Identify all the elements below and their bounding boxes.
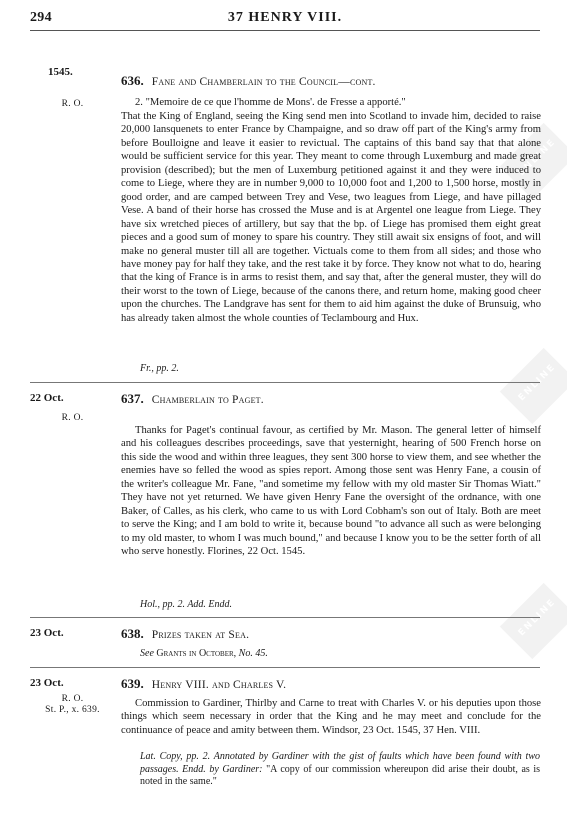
- entry-title: Chamberlain to Paget.: [151, 394, 264, 406]
- entry-date: 23 Oct.: [30, 677, 64, 689]
- entry-637-heading: [121, 392, 541, 407]
- entry-separator: [30, 382, 540, 383]
- entry-paragraph: Thanks for Paget's continual favour, as certified by Mr. Mason. The general letter of himself and his colleagues describes proceedings, save that yesternight, hearing of 500 French horse on this side the wood and within three leagues, they sent 300 horse to view them, and see whether the enemies have so felled the wood as spies report. Among those sent was Henry Fane, a cousin of the writer's colleague Mr. Fane, "and sometime my fellow with my old master Sir Thomas Wiatt." They have not yet returned. We have given Henry Fane the oversight of the ordnance, with one Baker, of Calles, as his clerk, who came to us with Lord Cobham's son out of Italy. Both are meet to serve the King; and I am bold to write it, because bound "to advance all such as were belonging to my old master, to whom I was much bound," and because I know you to be the setter forth of all who serve honestly. Florines, 22 Oct. 1545.: [121, 425, 541, 558]
- page-number: 294: [30, 10, 52, 25]
- entry-number: 637.: [121, 391, 144, 406]
- entry-number: 638.: [121, 626, 144, 641]
- entry-date: 23 Oct.: [30, 627, 64, 639]
- watermark-stamp: ENLINE: [500, 348, 567, 424]
- entry-note: Hol., pp. 2. Add. Endd.: [140, 599, 233, 610]
- cross-reference: See Grants in October, No. 45.: [140, 648, 268, 659]
- entry-note: Lat. Copy, pp. 2. Annotated by Gardiner with the gist of faults which have been found with two passages. Endd. by Gardiner: "A copy of our commission whereupon did arise their doubt, as is noted in the same.": [140, 751, 541, 787]
- watermark-stamp: ENLINE: [500, 583, 567, 659]
- entry-paragraph: 2. "Memoire de ce que l'homme de Mons'. de Fresse a apporté.": [135, 97, 406, 108]
- source-ref-secondary: St. P., x. 639.: [45, 705, 100, 715]
- entry-title: Henry VIII. and Charles V.: [151, 679, 287, 691]
- entry-638-heading: [121, 627, 541, 642]
- running-title: 37 HENRY VIII.: [227, 10, 343, 25]
- year-marker: 1545.: [48, 66, 73, 78]
- source-ref: R. O.: [61, 99, 84, 109]
- header-rule: [30, 30, 540, 31]
- watermark-stamp: ENLINE: [500, 123, 567, 199]
- entry-639-heading: [121, 677, 541, 692]
- entry-note: Fr., pp. 2.: [140, 363, 179, 374]
- entry-title: Fane and Chamberlain to the Council—cont.: [151, 76, 376, 88]
- entry-paragraph: Commission to Gardiner, Thirlby and Carne to treat with Charles V. or his deputies upon those things which seem necessary in order that the King and he may meet and conclude for the continuance of peace and amity between them. Windsor, 23 Oct. 1545, 37 Hen. VIII.: [121, 698, 541, 736]
- entry-636-heading: [121, 74, 541, 89]
- source-ref: R. O.: [61, 694, 84, 704]
- entry-date: 22 Oct.: [30, 392, 64, 404]
- entry-separator: [30, 617, 540, 618]
- entry-number: 636.: [121, 73, 144, 88]
- entry-separator: [30, 667, 540, 668]
- entry-title: Prizes taken at Sea.: [151, 629, 250, 641]
- source-ref: R. O.: [61, 413, 84, 423]
- running-head: [30, 10, 540, 28]
- entry-paragraph: That the King of England, seeing the King send men into Scotland to invade him, decided to raise 20,000 lansquenets to enter France by Champaigne, and so draw off part of the King's army from before Boulloigne and leave it easier to revictual. The captains of this band say that that alone would be sufficient service for this year. They meant to come through Luxemburg and made great provision (described); but the men of Luxemburg petitioned against it and they were induced to come to Liege, where they are in number 9,000 to 10,000 foot and 1,200 to 1,500 horse, mostly in good order, and are camped between Trey and Vese, two leagues from Liege, and have pillaged Vese. A band of their horse has crossed the Muse and is at Argentel one league from Liege. They have six wretched pieces of artillery, but say that the bp. of Liege has promised them eight great pieces and a good sum of money to spare his country. They still await six ensigns of foot, and will make no general muster till all are together. Victuals come to them from all sides; and those who have money pay for half they take, and the rest take it by force. They know not what to do, hearing that the king of France is in arms to resist them, and say that, after the general muster, they will do their worst to the town of Liege, because of the canons there, and return home, making good cheer upon the churches. The Landgrave has sent for them to aid him against the duke of Brunsuig, who has already taken almost the whole counties of Teclambourg and Hux.: [121, 111, 541, 324]
- entry-number: 639.: [121, 676, 144, 691]
